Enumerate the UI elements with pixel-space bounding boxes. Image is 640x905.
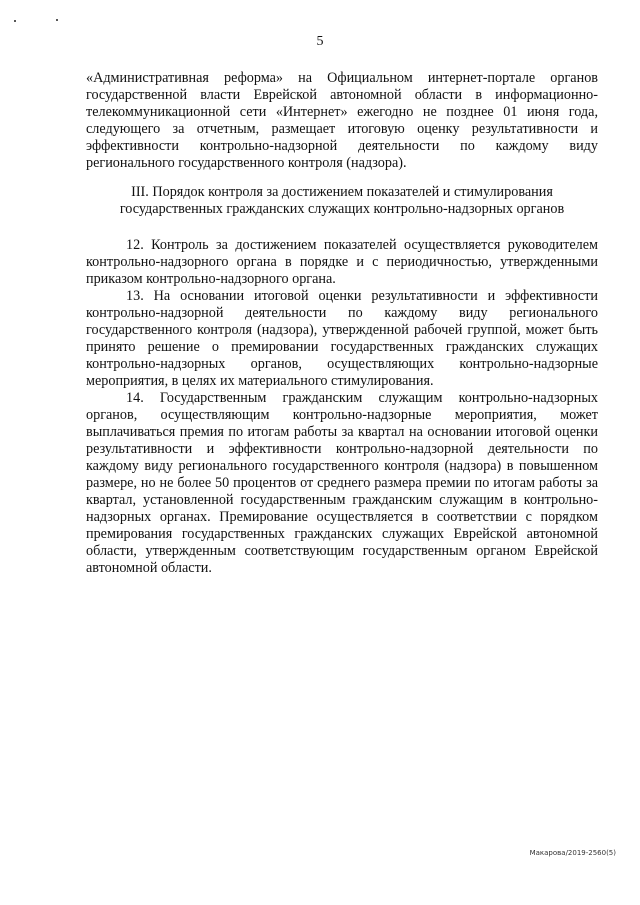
page-number: 5 — [316, 34, 324, 49]
document-code: Макарова/2019-2560(5) — [529, 849, 616, 857]
paragraph-13: 13. На основании итоговой оценки результативности и эффективности контрольно-надзорной деятельности по каждому виду регионального государственного контроля (надзора), утвержденной рабочей группой, может быть принято решение о премировании государственных гражданских служащих контрольно-надзорных органов, осуществляющих контрольно-надзорные мероприятия, в целях их материального стимулирования. — [86, 288, 598, 389]
lead-paragraph: «Административная реформа» на Официальном интернет-портале органов государственной власти Еврейской автономной области в информационно-телекоммуникационной сети «Интернет» ежегодно не позднее 01 июня года, следующего за отчетным, размещает итоговую оценку результативности и эффективности контрольно-надзорной деятельности по каждому виду регионального государственного контроля (надзора). — [86, 70, 598, 171]
section-heading-line-1: III. Порядок контроля за достижением показателей и стимулирования — [131, 184, 553, 200]
section-heading-line-2: государственных гражданских служащих контрольно-надзорных органов — [119, 201, 565, 217]
section-heading — [86, 184, 598, 218]
scan-speck — [14, 20, 16, 22]
lead-paragraph-block — [86, 70, 598, 172]
paragraph-12: 12. Контроль за достижением показателей осуществляется руководителем контрольно-надзорного органа в порядке и с периодичностью, утвержденными приказом контрольно-надзорного органа. — [86, 237, 598, 287]
scan-speck — [56, 19, 58, 21]
paragraph-14: 14. Государственным гражданским служащим контрольно-надзорных органов, осуществляющим контрольно-надзорные мероприятия, может выплачиваться премия по итогам работы за квартал на основании итоговой оценки результативности и эффективности контрольно-надзорной деятельности по каждому виду регионального государственного контроля (надзора) в повышенном размере, но не более 50 процентов от среднего размера премии по итогам работы за квартал, установленной государственным гражданским служащим в контрольно-надзорных органах. Премирование осуществляется в соответствии с порядком премирования государственных гражданских служащих Еврейской автономной области, утвержденным соответствующим государственным органом Еврейской автономной области. — [86, 390, 598, 576]
section-body — [86, 237, 598, 577]
